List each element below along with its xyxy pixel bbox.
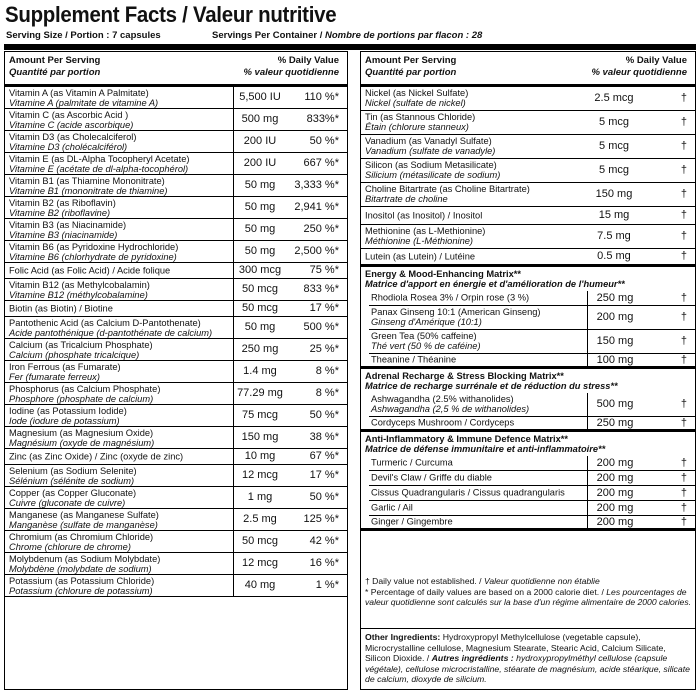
blend-ingredient-row xyxy=(369,291,695,306)
nutrient-daily-value: 38 %* xyxy=(309,431,339,444)
ingredient-daily-value: † xyxy=(680,353,687,366)
nutrient-name-fr: Méthionine (L-Méthionine) xyxy=(365,236,474,246)
nutrient-name: Selenium (as Sodium Selenite) xyxy=(9,466,137,476)
nutrient-row xyxy=(5,241,347,263)
amount-header-fr: Quantité par portion xyxy=(9,67,101,78)
nutrient-name-fr: Vanadium (sulfate de vanadyle) xyxy=(365,146,496,156)
nutrient-name: Chromium (as Chromium Chloride) xyxy=(9,532,154,542)
ingredient-amount: 250 mg xyxy=(587,417,642,429)
nutrient-daily-value: † xyxy=(680,116,687,129)
nutrient-amount: 40 mg xyxy=(233,575,286,596)
dv-header-fr: % valeur quotidienne xyxy=(243,67,339,78)
ingredient-daily-value: † xyxy=(680,335,687,348)
ingredient-name: Turmeric / Curcuma xyxy=(371,457,453,468)
nutrient-name-fr: Bitartrate de choline xyxy=(365,194,448,204)
left-column-header xyxy=(5,52,347,87)
blend-title-fr: Matrice de défense immunitaire et anti-inflammatoire** xyxy=(365,444,606,454)
blend-ingredient-row xyxy=(369,306,695,330)
nutrient-daily-value: 833 %* xyxy=(303,283,339,296)
ingredient-daily-value: † xyxy=(680,515,687,528)
nutrient-amount: 7.5 mg xyxy=(597,230,631,243)
nutrient-row xyxy=(5,219,347,241)
nutrient-daily-value: 17 %* xyxy=(309,302,339,315)
nutrient-daily-value: 17 %* xyxy=(309,469,339,482)
nutrient-amount: 2.5 mcg xyxy=(594,92,634,105)
nutrient-name-fr: Étain (chlorure stanneux) xyxy=(365,122,469,132)
nutrient-daily-value: 2,941 %* xyxy=(294,201,339,214)
nutrient-daily-value: 16 %* xyxy=(309,557,339,570)
ingredient-daily-value: † xyxy=(680,311,687,324)
blend-title: Anti-Inflammatory & Immune Defence Matrix** xyxy=(365,434,569,444)
nutrient-amount: 15 mg xyxy=(598,209,630,222)
nutrient-daily-value: † xyxy=(680,140,687,153)
right-nutrient-list xyxy=(361,87,695,531)
nutrient-row xyxy=(5,263,347,279)
nutrient-name: Copper (as Copper Gluconate) xyxy=(9,488,137,498)
ingredient-name-fr: Ginseng d'Amérique (10:1) xyxy=(371,317,482,327)
nutrient-amount: 5,500 IU xyxy=(233,87,286,108)
nutrient-name: Vitamin E (as DL-Alpha Tocopheryl Acetate) xyxy=(9,154,190,164)
right-column-header xyxy=(361,52,695,87)
dv-header-fr: % valeur quotidienne xyxy=(591,67,687,78)
ingredient-amount: 500 mg xyxy=(587,393,642,416)
nutrient-daily-value: 1 %* xyxy=(315,579,339,592)
ingredient-name: Panax Ginseng 10:1 (American Ginseng) xyxy=(371,307,541,317)
ingredient-amount: 200 mg xyxy=(587,486,642,500)
ingredient-daily-value: † xyxy=(680,291,687,304)
nutrient-row xyxy=(361,87,695,111)
ingredient-name: Theanine / Théanine xyxy=(371,354,457,365)
nutrient-name: Biotin (as Biotin) / Biotine xyxy=(9,303,113,314)
nutrient-amount: 250 mg xyxy=(233,339,286,360)
nutrient-name: Vitamin B6 (as Pyridoxine Hydrochloride) xyxy=(9,242,179,252)
nutrient-amount: 50 mg xyxy=(233,197,286,218)
nutrient-name: Phosphorus (as Calcium Phosphate) xyxy=(9,384,161,394)
nutrient-row xyxy=(5,175,347,197)
nutrient-amount: 75 mcg xyxy=(233,405,286,426)
ingredient-name: Devil's Claw / Griffe du diable xyxy=(371,472,492,483)
nutrient-name-fr: Vitamine B1 (mononitrate de thiamine) xyxy=(9,186,168,196)
nutrient-name-fr: Cuivre (gluconate de cuivre) xyxy=(9,498,126,508)
nutrient-amount: 12 mcg xyxy=(233,465,286,486)
nutrient-amount: 50 mg xyxy=(233,317,286,338)
nutrient-row xyxy=(5,427,347,449)
nutrient-name: Vitamin A (as Vitamin A Palmitate) xyxy=(9,88,149,98)
blend-ingredient-row xyxy=(369,486,695,501)
nutrient-row xyxy=(361,159,695,183)
nutrient-name: Molybdenum (as Sodium Molybdate) xyxy=(9,554,161,564)
nutrient-amount: 5 mcg xyxy=(599,140,629,153)
left-nutrient-list xyxy=(5,87,347,597)
nutrient-daily-value: 500 %* xyxy=(303,321,339,334)
nutrient-name-fr: Silicium (métasilicate de sodium) xyxy=(365,170,501,180)
nutrient-daily-value: 50 %* xyxy=(309,491,339,504)
nutrient-daily-value: 667 %* xyxy=(303,157,339,170)
nutrient-name-fr: Vitamine E (acétate de dl-alpha-tocophérol) xyxy=(9,164,189,174)
nutrient-row xyxy=(361,183,695,207)
nutrient-name-fr: Vitamine B3 (niacinamide) xyxy=(9,230,118,240)
nutrient-row xyxy=(361,249,695,267)
left-column xyxy=(4,51,348,690)
ingredient-name: Rhodiola Rosea 3% / Orpin rose (3 %) xyxy=(371,292,530,303)
nutrient-amount: 50 mg xyxy=(233,241,286,262)
blend-title-fr: Matrice de recharge surrénale et de réduction du stress** xyxy=(365,381,618,391)
amount-header: Amount Per Serving xyxy=(9,55,101,66)
ingredient-name: Garlic / Ail xyxy=(371,502,413,513)
nutrient-row xyxy=(5,531,347,553)
blend-ingredient-row xyxy=(361,354,695,369)
amount-header-fr: Quantité par portion xyxy=(365,67,457,78)
ingredient-amount: 150 mg xyxy=(587,330,642,353)
nutrient-row xyxy=(5,465,347,487)
ingredient-daily-value: † xyxy=(680,471,687,484)
dv-header: % Daily Value xyxy=(277,55,339,66)
nutrient-row xyxy=(5,509,347,531)
nutrient-amount: 200 IU xyxy=(233,131,286,152)
nutrient-daily-value: 8 %* xyxy=(315,365,339,378)
nutrient-row xyxy=(5,405,347,427)
nutrient-daily-value: 75 %* xyxy=(309,264,339,277)
blend-ingredient-row xyxy=(369,501,695,516)
blend-ingredient-row xyxy=(369,330,695,354)
nutrient-amount: 1.4 mg xyxy=(233,361,286,382)
serving-size: Serving Size / Portion : 7 capsules xyxy=(6,30,161,41)
dagger-footnote: † Daily value not established. / Valeur quotidienne non établie xyxy=(365,576,600,586)
amount-header: Amount Per Serving xyxy=(365,55,457,66)
nutrient-row xyxy=(361,135,695,159)
blend-ingredient-row xyxy=(361,516,695,531)
blend-title: Adrenal Recharge & Stress Blocking Matrix** xyxy=(365,371,564,381)
nutrient-amount: 50 mcg xyxy=(233,301,286,316)
nutrient-name-fr: Potassium (chlorure de potassium) xyxy=(9,586,153,596)
nutrient-name-fr: Vitamine B2 (riboflavine) xyxy=(9,208,111,218)
nutrient-name: Silicon (as Sodium Metasilicate) xyxy=(365,160,497,170)
nutrient-name-fr: Nickel (sulfate de nickel) xyxy=(365,98,466,108)
top-rule xyxy=(4,44,696,50)
ingredient-amount: 200 mg xyxy=(587,501,642,515)
ingredient-name: Ginger / Gingembre xyxy=(371,516,453,527)
nutrient-name: Calcium (as Tricalcium Phosphate) xyxy=(9,340,153,350)
nutrient-name: Lutein (as Lutein) / Lutéine xyxy=(365,251,476,262)
nutrient-name: Inositol (as Inositol) / Inositol xyxy=(365,210,483,221)
nutrient-daily-value: † xyxy=(680,92,687,105)
nutrient-name: Zinc (as Zinc Oxide) / Zinc (oxyde de zinc) xyxy=(9,451,184,462)
nutrient-amount: 500 mg xyxy=(233,109,286,130)
percent-footnote: * Percentage of daily values are based on a 2000 calorie diet. / Les pourcentages de valeur quotidienne sont calculés sur la base d'un régime alimentaire de 2000 calories. xyxy=(365,586,692,607)
nutrient-name-fr: Vitamine C (acide ascorbique) xyxy=(9,120,134,130)
nutrient-daily-value: † xyxy=(680,250,687,263)
nutrient-daily-value: † xyxy=(680,188,687,201)
nutrient-row xyxy=(5,87,347,109)
nutrient-row xyxy=(5,317,347,339)
nutrient-amount: 50 mg xyxy=(233,219,286,240)
ingredient-amount: 100 mg xyxy=(587,354,642,366)
ingredient-daily-value: † xyxy=(680,486,687,499)
nutrient-name: Vitamin B3 (as Niacinamide) xyxy=(9,220,127,230)
ingredient-daily-value: † xyxy=(680,456,687,469)
nutrient-amount: 10 mg xyxy=(233,449,286,464)
nutrient-daily-value: 125 %* xyxy=(303,513,339,526)
nutrient-name: Vitamin D3 (as Cholecalciferol) xyxy=(9,132,137,142)
dv-header: % Daily Value xyxy=(625,55,687,66)
nutrient-row xyxy=(361,225,695,249)
nutrient-name: Vitamin B1 (as Thiamine Mononitrate) xyxy=(9,176,165,186)
nutrient-daily-value: 42 %* xyxy=(309,535,339,548)
nutrient-daily-value: 25 %* xyxy=(309,343,339,356)
footnote-divider xyxy=(361,628,695,629)
nutrient-row xyxy=(5,487,347,509)
blend-ingredient-row xyxy=(369,456,695,471)
ingredient-daily-value: † xyxy=(680,398,687,411)
nutrient-name: Potassium (as Potassium Chloride) xyxy=(9,576,155,586)
nutrient-amount: 150 mg xyxy=(595,188,633,201)
nutrient-name-fr: Magnésium (oxyde de magnésium) xyxy=(9,438,155,448)
nutrient-name-fr: Vitamine B12 (méthylcobalamine) xyxy=(9,290,148,300)
ingredient-name: Green Tea (50% caffeine) xyxy=(371,331,477,341)
nutrient-row xyxy=(5,279,347,301)
nutrient-name: Vitamin B12 (as Methylcobalamin) xyxy=(9,280,150,290)
nutrient-name: Choline Bitartrate (as Choline Bitartrate) xyxy=(365,184,530,194)
nutrient-amount: 50 mg xyxy=(233,175,286,196)
nutrient-name-fr: Calcium (phosphate tricalcique) xyxy=(9,350,140,360)
ingredient-amount: 250 mg xyxy=(587,291,642,305)
ingredient-name-fr: Ashwagandha (2,5 % de withanolides) xyxy=(371,404,530,414)
nutrient-row xyxy=(5,383,347,405)
nutrient-daily-value: † xyxy=(680,230,687,243)
nutrient-name-fr: Phosphore (phosphate de calcium) xyxy=(9,394,154,404)
ingredient-daily-value: † xyxy=(680,416,687,429)
nutrient-row xyxy=(5,575,347,597)
nutrient-name: Nickel (as Nickel Sulfate) xyxy=(365,88,469,98)
nutrient-amount: 50 mcg xyxy=(233,531,286,552)
nutrient-daily-value: 3,333 %* xyxy=(294,179,339,192)
nutrient-row xyxy=(5,553,347,575)
ingredient-amount: 200 mg xyxy=(587,516,642,528)
nutrient-row xyxy=(5,109,347,131)
nutrient-row xyxy=(5,301,347,317)
nutrient-name: Vanadium (as Vanadyl Sulfate) xyxy=(365,136,492,146)
nutrient-row xyxy=(361,207,695,225)
ingredient-name: Ashwagandha (2.5% withanolides) xyxy=(371,394,514,404)
right-column xyxy=(360,51,696,690)
nutrient-row xyxy=(5,153,347,175)
nutrient-name: Vitamin C (as Ascorbic Acid ) xyxy=(9,110,129,120)
nutrient-amount: 1 mg xyxy=(233,487,286,508)
blend-ingredient-row xyxy=(369,393,695,417)
ingredient-amount: 200 mg xyxy=(587,306,642,329)
nutrient-name-fr: Vitamine A (palmitate de vitamine A) xyxy=(9,98,159,108)
servings-per-container: Servings Per Container / Nombre de portions par flacon : 28 xyxy=(212,30,483,41)
nutrient-name: Pantothenic Acid (as Calcium D-Pantothenate) xyxy=(9,318,201,328)
nutrient-daily-value: 50 %* xyxy=(309,135,339,148)
nutrient-row xyxy=(5,449,347,465)
serving-info xyxy=(6,30,483,41)
nutrient-daily-value: † xyxy=(680,164,687,177)
blend-ingredient-row xyxy=(369,471,695,486)
nutrient-name-fr: Molybdène (molybdate de sodium) xyxy=(9,564,152,574)
nutrient-daily-value: 2,500 %* xyxy=(294,245,339,258)
nutrient-name: Iodine (as Potassium Iodide) xyxy=(9,406,127,416)
nutrient-amount: 150 mg xyxy=(233,427,286,448)
nutrient-row xyxy=(5,197,347,219)
nutrient-daily-value: 50 %* xyxy=(309,409,339,422)
nutrient-daily-value: 833%* xyxy=(306,113,339,126)
other-ingredients: Other Ingredients: Hydroxypropyl Methylcellulose (vegetable capsule), Microcrystalline cellulose, Magnesium Stearate, Stearic Acid, Calcium Silicate, Silicon Dioxide. / Autres ingrédients : hydroxypropylméthyl cellulose (capsule végétale), cellulose microcristalline, stéarate de magnésium, acide stéarique, silicate de calcium, dioxyde de silicium. xyxy=(365,632,690,685)
nutrient-amount: 300 mcg xyxy=(233,263,286,278)
nutrient-row xyxy=(5,131,347,153)
blend-header xyxy=(361,267,695,291)
ingredient-name: Cissus Quadrangularis / Cissus quadrangularis xyxy=(371,487,565,498)
nutrient-daily-value: 110 %* xyxy=(304,91,339,104)
ingredient-amount: 200 mg xyxy=(587,471,642,485)
nutrient-name-fr: Fer (fumarate ferreux) xyxy=(9,372,100,382)
blend-header xyxy=(361,369,695,393)
nutrient-amount: 5 mcg xyxy=(599,116,629,129)
ingredient-amount: 200 mg xyxy=(587,456,642,470)
nutrient-name: Magnesium (as Magnesium Oxide) xyxy=(9,428,154,438)
nutrient-daily-value: 8 %* xyxy=(315,387,339,400)
nutrient-name: Folic Acid (as Folic Acid) / Acide folique xyxy=(9,265,171,276)
blend-title: Energy & Mood-Enhancing Matrix** xyxy=(365,269,521,279)
nutrient-name: Manganese (as Manganese Sulfate) xyxy=(9,510,159,520)
nutrient-name-fr: Chrome (chlorure de chrome) xyxy=(9,542,131,552)
ingredient-daily-value: † xyxy=(680,501,687,514)
nutrient-name-fr: Iode (iodure de potassium) xyxy=(9,416,120,426)
nutrient-amount: 12 mcg xyxy=(233,553,286,574)
footnotes xyxy=(365,576,691,608)
nutrient-daily-value: 67 %* xyxy=(309,450,339,463)
nutrient-daily-value: † xyxy=(680,209,687,222)
nutrient-name: Vitamin B2 (as Riboflavin) xyxy=(9,198,116,208)
blend-header xyxy=(361,432,695,456)
nutrient-amount: 5 mcg xyxy=(599,164,629,177)
nutrient-row xyxy=(361,111,695,135)
page-title: Supplement Facts / Valeur nutritive xyxy=(5,2,337,27)
nutrient-name-fr: Acide pantothénique (d-pantothénate de calcium) xyxy=(9,328,213,338)
nutrient-name: Iron Ferrous (as Fumarate) xyxy=(9,362,121,372)
nutrient-daily-value: 250 %* xyxy=(303,223,339,236)
nutrient-name-fr: Sélénium (sélénite de sodium) xyxy=(9,476,135,486)
nutrient-amount: 0.5 mg xyxy=(597,250,631,263)
nutrient-row xyxy=(5,339,347,361)
nutrient-name-fr: Vitamine D3 (cholécalciférol) xyxy=(9,142,128,152)
blend-ingredient-row xyxy=(361,417,695,432)
nutrient-amount: 50 mcg xyxy=(233,279,286,300)
nutrient-row xyxy=(5,361,347,383)
nutrient-amount: 77.29 mg xyxy=(233,383,286,404)
blend-title-fr: Matrice d'apport en énergie et d'amélioration de l'humeur** xyxy=(365,279,625,289)
nutrient-name: Methionine (as L-Methionine) xyxy=(365,226,486,236)
ingredient-name: Cordyceps Mushroom / Cordyceps xyxy=(371,417,515,428)
nutrient-amount: 200 IU xyxy=(233,153,286,174)
ingredient-name-fr: Thé vert (50 % de caféine) xyxy=(371,341,481,351)
nutrient-name-fr: Vitamine B6 (chlorhydrate de pyridoxine) xyxy=(9,252,177,262)
nutrient-amount: 2.5 mg xyxy=(233,509,286,530)
nutrient-name-fr: Manganèse (sulfate de manganèse) xyxy=(9,520,158,530)
nutrient-name: Tin (as Stannous Chloride) xyxy=(365,112,476,122)
